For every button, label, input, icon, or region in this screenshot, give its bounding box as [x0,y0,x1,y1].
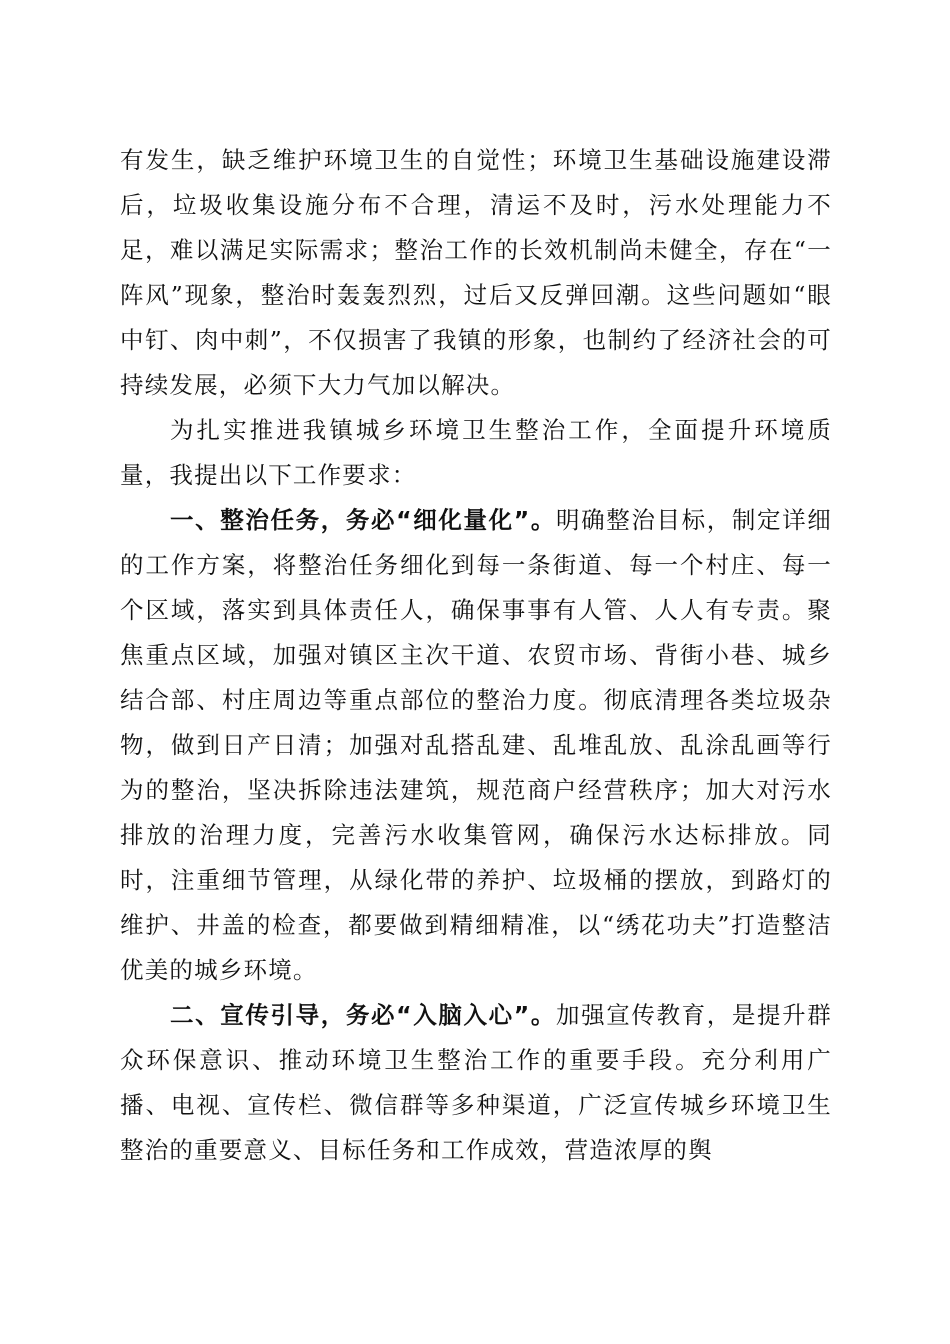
paragraph-text: 有发生，缺乏维护环境卫生的自觉性；环境卫生基础设施建设滞后，垃圾收集设施分布不合理，清运不及时，污水处理能力不足，难以满足实际需求；整治工作的长效机制尚未健全，存在“一阵风”现象，整治时轰轰烈烈，过后又反弹回潮。这些问题如“眼中钉、肉中刺”，不仅损害了我镇的形象，也制约了经济社会的可持续发展，必须下大力气加以解决。 [120,146,832,399]
paragraph-section-two [120,993,832,1173]
section-heading: 一、整治任务，务必“细化量化”。 [170,506,556,534]
document-body [120,138,832,1173]
section-heading: 二、宣传引导，务必“入脑入心”。 [170,1001,556,1029]
paragraph-text: 为扎实推进我镇城乡环境卫生整治工作，全面提升环境质量，我提出以下工作要求： [120,416,832,489]
paragraph-text: 明确整治目标，制定详细的工作方案，将整治任务细化到每一条街道、每一个村庄、每一个区域，落实到具体责任人，确保事事有人管、人人有专责。聚焦重点区域，加强对镇区主次干道、农贸市场、背街小巷、城乡结合部、村庄周边等重点部位的整治力度。彻底清理各类垃圾杂物，做到日产日清；加强对乱搭乱建、乱堆乱放、乱涂乱画等行为的整治，坚决拆除违法建筑，规范商户经营秩序；加大对污水排放的治理力度，完善污水收集管网，确保污水达标排放。同时，注重细节管理，从绿化带的养护、垃圾桶的摆放，到路灯的维护、井盖的检查，都要做到精细精准，以“绣花功夫”打造整洁优美的城乡环境。 [120,506,832,984]
paragraph-intro [120,408,832,498]
paragraph-continuation [120,138,832,408]
paragraph-text: 加强宣传教育，是提升群众环保意识、推动环境卫生整治工作的重要手段。充分利用广播、电视、宣传栏、微信群等多种渠道，广泛宣传城乡环境卫生整治的重要意义、目标任务和工作成效，营造浓厚的舆 [120,1001,832,1164]
paragraph-section-one [120,498,832,993]
